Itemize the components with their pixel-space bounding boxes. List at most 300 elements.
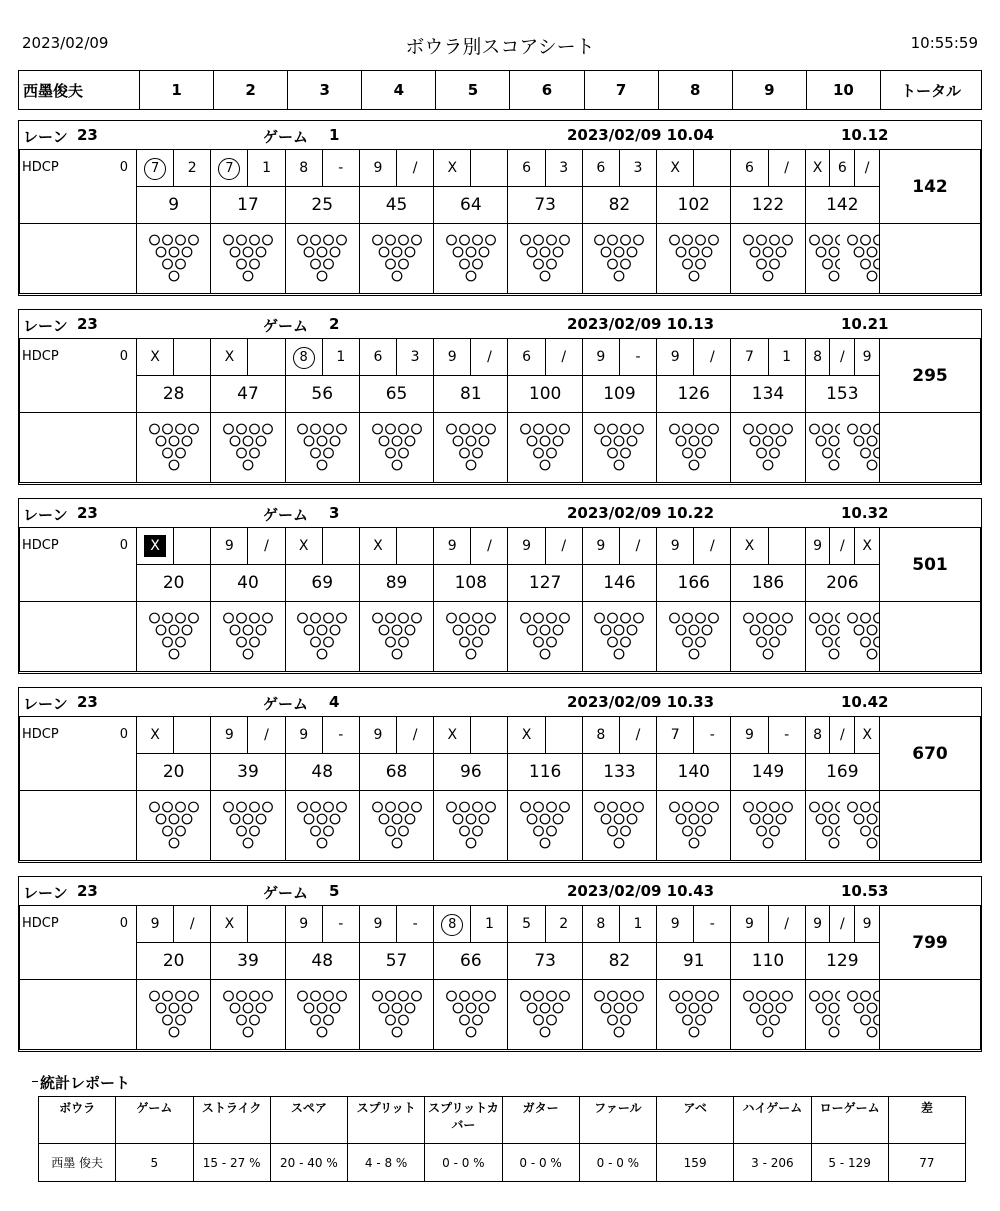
pin	[708, 235, 718, 245]
pin	[162, 424, 172, 434]
pin	[230, 436, 240, 446]
pin	[615, 460, 625, 470]
frame-number: 2	[214, 71, 288, 110]
pin	[460, 637, 470, 647]
pin-diagram	[294, 989, 350, 1041]
frame-balls	[285, 906, 359, 943]
pin-diagram	[591, 422, 647, 474]
pin	[829, 1027, 839, 1037]
pin	[385, 424, 395, 434]
ball-result: 9	[670, 349, 680, 365]
pin	[156, 625, 166, 635]
pin	[816, 814, 826, 824]
pin	[162, 802, 172, 812]
game-end: 10.53	[841, 882, 889, 900]
pin	[447, 802, 457, 812]
ball-result: /	[829, 717, 854, 753]
pin	[379, 436, 389, 446]
pin	[156, 247, 166, 257]
hdcp-label: HDCP	[22, 916, 59, 931]
blank-cell	[20, 224, 137, 294]
pin	[460, 613, 470, 623]
pin	[874, 613, 879, 623]
pin	[311, 991, 321, 1001]
pin	[855, 625, 865, 635]
frame-pins	[359, 602, 433, 672]
pin	[763, 1027, 773, 1037]
pin	[816, 625, 826, 635]
game-total: 501	[880, 528, 981, 602]
frame-score: 20	[137, 565, 211, 602]
ball-result: 6	[829, 150, 854, 186]
pin	[317, 460, 327, 470]
pin	[689, 649, 699, 659]
pin	[466, 460, 476, 470]
pin	[324, 991, 334, 1001]
pin	[479, 247, 489, 257]
pin	[224, 235, 234, 245]
pin	[861, 448, 871, 458]
hdcp-label: HDCP	[22, 349, 59, 364]
ball-result: /	[396, 717, 433, 753]
pin	[169, 838, 179, 848]
pin	[243, 625, 253, 635]
frame-score: 57	[359, 943, 433, 980]
ball-result: 8	[813, 349, 823, 365]
pin	[835, 637, 840, 647]
game-label: ゲーム	[263, 695, 309, 713]
pin	[689, 814, 699, 824]
pin	[634, 991, 644, 1001]
pin	[822, 448, 832, 458]
pin	[540, 649, 550, 659]
ball-result	[211, 150, 247, 186]
pin	[634, 802, 644, 812]
pin	[822, 802, 832, 812]
frame-score: 82	[582, 187, 656, 224]
frame-score: 73	[508, 943, 582, 980]
frame-pins	[731, 413, 805, 483]
hdcp-label: HDCP	[22, 727, 59, 742]
frame-score: 108	[434, 565, 508, 602]
pin	[263, 613, 273, 623]
pin	[162, 235, 172, 245]
pin	[757, 235, 767, 245]
ball-result: 8	[596, 916, 606, 932]
pin	[835, 826, 840, 836]
pin	[311, 424, 321, 434]
pin	[486, 424, 496, 434]
pin	[337, 613, 347, 623]
pin	[750, 1003, 760, 1013]
pin	[149, 613, 159, 623]
pin-diagram	[740, 611, 796, 663]
frame-pins	[285, 980, 359, 1050]
pin	[540, 838, 550, 848]
pin	[169, 814, 179, 824]
ball-result: /	[470, 339, 507, 375]
pin-diagram	[369, 989, 425, 1041]
frame-balls	[508, 528, 582, 565]
pin	[608, 1015, 618, 1025]
pin	[188, 991, 198, 1001]
frame-balls	[805, 528, 879, 565]
pin	[466, 436, 476, 446]
pin	[621, 424, 631, 434]
frame-score: 17	[211, 187, 285, 224]
pin-diagram	[369, 422, 425, 474]
pin	[861, 826, 871, 836]
stats-header: スプリットカバー	[425, 1097, 502, 1144]
pin	[311, 802, 321, 812]
frame-pins	[731, 980, 805, 1050]
blank-cell	[20, 791, 137, 861]
pin	[298, 802, 308, 812]
game-number: 5	[329, 882, 340, 900]
ball-result: X	[224, 349, 235, 365]
pin	[243, 1027, 253, 1037]
pin-diagram	[369, 233, 425, 285]
pin	[621, 235, 631, 245]
frame-score: 64	[434, 187, 508, 224]
pin	[460, 448, 470, 458]
frame-score: 91	[657, 943, 731, 980]
pin	[540, 625, 550, 635]
pin	[162, 637, 172, 647]
pin	[534, 1015, 544, 1025]
pin	[868, 1003, 878, 1013]
ball-result: 9	[299, 727, 309, 743]
pin	[695, 259, 705, 269]
pin	[822, 613, 832, 623]
pin	[175, 424, 185, 434]
pin	[540, 460, 550, 470]
frame-score: 127	[508, 565, 582, 602]
ball-result: 8	[299, 160, 309, 176]
lane-label: レーン	[23, 695, 68, 713]
hdcp-value: 0	[119, 160, 128, 175]
ball-result	[322, 528, 359, 564]
pin	[553, 1003, 563, 1013]
lane-number: 23	[77, 315, 98, 333]
ball-result: 9	[373, 160, 383, 176]
pin	[553, 247, 563, 257]
pin	[149, 802, 159, 812]
ball-result: 7	[670, 727, 680, 743]
frame-balls	[137, 150, 211, 187]
pin	[868, 814, 878, 824]
blank-cell	[20, 980, 137, 1050]
frame-balls	[657, 717, 731, 754]
pin	[392, 814, 402, 824]
player-name: 西墨俊夫	[19, 71, 140, 110]
pin	[770, 448, 780, 458]
pin-diagram	[806, 233, 841, 285]
frame-balls	[657, 528, 731, 565]
pin	[682, 259, 692, 269]
pin	[460, 259, 470, 269]
ball-result: X	[744, 538, 755, 554]
frame-balls	[731, 717, 805, 754]
pin	[608, 802, 618, 812]
pin-diagram	[517, 611, 573, 663]
pin	[757, 424, 767, 434]
pin	[628, 247, 638, 257]
pin	[547, 424, 557, 434]
pin	[473, 448, 483, 458]
pin	[372, 991, 382, 1001]
frame-balls	[211, 717, 285, 754]
pin	[324, 826, 334, 836]
pin	[473, 613, 483, 623]
frame-pins	[211, 791, 285, 861]
pin	[540, 1003, 550, 1013]
frame-pins	[805, 980, 879, 1050]
ball-result: 9	[813, 538, 823, 554]
pin	[156, 436, 166, 446]
pin	[405, 247, 415, 257]
pin	[861, 235, 871, 245]
game-info	[19, 121, 981, 150]
pin	[744, 613, 754, 623]
ball-result: 6	[522, 160, 532, 176]
split-marker: 7	[144, 158, 166, 180]
frame-pins	[359, 791, 433, 861]
total-label: トータル	[881, 71, 982, 110]
game-start: 2023/02/09 10.22	[567, 504, 715, 522]
pin	[757, 637, 767, 647]
frame-score: 28	[137, 376, 211, 413]
pin	[615, 1027, 625, 1037]
pin	[540, 814, 550, 824]
ball-result: /	[619, 717, 656, 753]
ball-result: /	[854, 150, 879, 186]
pin	[861, 637, 871, 647]
blank-cell	[880, 791, 981, 861]
pin-diagram	[220, 611, 276, 663]
pin	[757, 1015, 767, 1025]
pin	[744, 424, 754, 434]
pin	[188, 235, 198, 245]
pin-diagram	[806, 422, 841, 474]
stats-header: ボウラ	[39, 1097, 116, 1144]
game-end: 10.21	[841, 315, 889, 333]
pin	[460, 802, 470, 812]
pin	[770, 1015, 780, 1025]
pin	[385, 637, 395, 647]
pin	[256, 625, 266, 635]
frame-balls	[805, 339, 879, 376]
ball-result: -	[619, 339, 656, 375]
pin-diagram	[443, 422, 499, 474]
pin	[682, 637, 692, 647]
ball-result: -	[396, 906, 433, 942]
pin	[634, 613, 644, 623]
ball-result	[470, 150, 507, 186]
pin	[695, 1015, 705, 1025]
pin	[311, 448, 321, 458]
frame-pins	[508, 224, 582, 294]
frame-balls	[805, 906, 879, 943]
frame-number: 9	[732, 71, 806, 110]
stats-header: ストライク	[193, 1097, 270, 1144]
frame-number: 1	[140, 71, 214, 110]
frame-balls	[285, 717, 359, 754]
game-label: ゲーム	[263, 884, 309, 902]
pin	[829, 649, 839, 659]
pin	[398, 826, 408, 836]
frame-balls	[285, 339, 359, 376]
pin	[855, 814, 865, 824]
pin	[411, 235, 421, 245]
stats-value: 0 - 0 %	[579, 1144, 656, 1182]
frame-balls	[582, 528, 656, 565]
pin-diagram	[740, 989, 796, 1041]
pin-diagram	[591, 233, 647, 285]
ball-result: 9	[224, 727, 234, 743]
pin	[534, 802, 544, 812]
frame-score: 134	[731, 376, 805, 413]
ball-result: 8	[813, 727, 823, 743]
highlight-strike: X	[144, 535, 166, 557]
ball-result: 3	[545, 150, 582, 186]
pin	[770, 991, 780, 1001]
pin	[324, 235, 334, 245]
stats-data-row	[39, 1144, 966, 1182]
pin-diagram	[517, 422, 573, 474]
ball-result	[434, 906, 470, 942]
split-marker: 8	[441, 914, 463, 936]
stats-value: 15 - 27 %	[193, 1144, 270, 1182]
pin	[682, 613, 692, 623]
frame-balls	[434, 528, 508, 565]
ball-result: -	[693, 717, 730, 753]
pin	[479, 1003, 489, 1013]
ball-result: 9	[744, 727, 754, 743]
pin	[237, 424, 247, 434]
frame-score: 142	[805, 187, 879, 224]
pin	[149, 235, 159, 245]
pin	[311, 826, 321, 836]
pin	[405, 814, 415, 824]
frame-balls	[582, 339, 656, 376]
pin	[243, 1003, 253, 1013]
pin	[372, 802, 382, 812]
pin	[330, 1003, 340, 1013]
pin	[763, 838, 773, 848]
ball-result	[173, 717, 210, 753]
print-date: 2023/02/09	[22, 34, 109, 52]
pin	[634, 235, 644, 245]
ball-result	[768, 528, 805, 564]
pin	[835, 1015, 840, 1025]
pin-diagram	[591, 800, 647, 852]
pin	[473, 802, 483, 812]
pin	[621, 637, 631, 647]
frame-pins	[211, 224, 285, 294]
pin	[162, 1015, 172, 1025]
frame-balls	[805, 717, 879, 754]
frame-score: 56	[285, 376, 359, 413]
pin	[447, 424, 457, 434]
frame-score: 126	[657, 376, 731, 413]
ball-result: 3	[619, 150, 656, 186]
game-info	[19, 877, 981, 906]
pin	[615, 436, 625, 446]
pin	[861, 802, 871, 812]
pin	[175, 802, 185, 812]
pin-diagram	[146, 800, 202, 852]
frame-balls	[285, 528, 359, 565]
pin	[547, 613, 557, 623]
pin	[822, 991, 832, 1001]
ball-result: 9	[596, 349, 606, 365]
pin	[835, 802, 840, 812]
ball-result: 1	[768, 339, 805, 375]
pin	[829, 625, 839, 635]
pin	[398, 991, 408, 1001]
pin	[822, 259, 832, 269]
pin	[855, 436, 865, 446]
game-start: 2023/02/09 10.04	[567, 126, 715, 144]
pin	[757, 802, 767, 812]
pin	[547, 235, 557, 245]
pin	[744, 802, 754, 812]
frame-balls	[582, 906, 656, 943]
pin	[243, 436, 253, 446]
pin-diagram	[806, 611, 841, 663]
pin	[848, 235, 858, 245]
frame-pins	[582, 602, 656, 672]
frame-balls	[359, 150, 433, 187]
pin-diagram	[443, 989, 499, 1041]
ball-result: 1	[247, 150, 284, 186]
pin-diagram	[844, 233, 879, 285]
pin	[763, 247, 773, 257]
ball-result: /	[829, 528, 854, 564]
pin	[776, 247, 786, 257]
pin	[750, 625, 760, 635]
stats-value: 159	[657, 1144, 734, 1182]
pin	[460, 424, 470, 434]
frame-pins	[434, 413, 508, 483]
pin	[615, 271, 625, 281]
pin-diagram	[220, 233, 276, 285]
pin	[809, 991, 819, 1001]
pin	[473, 424, 483, 434]
ball-result: 9	[854, 339, 879, 375]
pin	[398, 1015, 408, 1025]
ball-result	[286, 339, 322, 375]
frame-pins	[137, 602, 211, 672]
game-block	[18, 876, 982, 1052]
frame-score: 20	[137, 754, 211, 791]
ball-result: X	[812, 160, 823, 176]
pin	[534, 424, 544, 434]
pin	[392, 649, 402, 659]
frame-score: 47	[211, 376, 285, 413]
pin	[874, 259, 879, 269]
frame-balls	[508, 339, 582, 376]
pin	[398, 637, 408, 647]
pin	[224, 802, 234, 812]
frame-pins	[137, 224, 211, 294]
stats-value: 西墨 俊夫	[39, 1144, 116, 1182]
pin	[237, 235, 247, 245]
blank-cell	[880, 413, 981, 483]
pin	[169, 625, 179, 635]
pin-diagram	[844, 989, 879, 1041]
